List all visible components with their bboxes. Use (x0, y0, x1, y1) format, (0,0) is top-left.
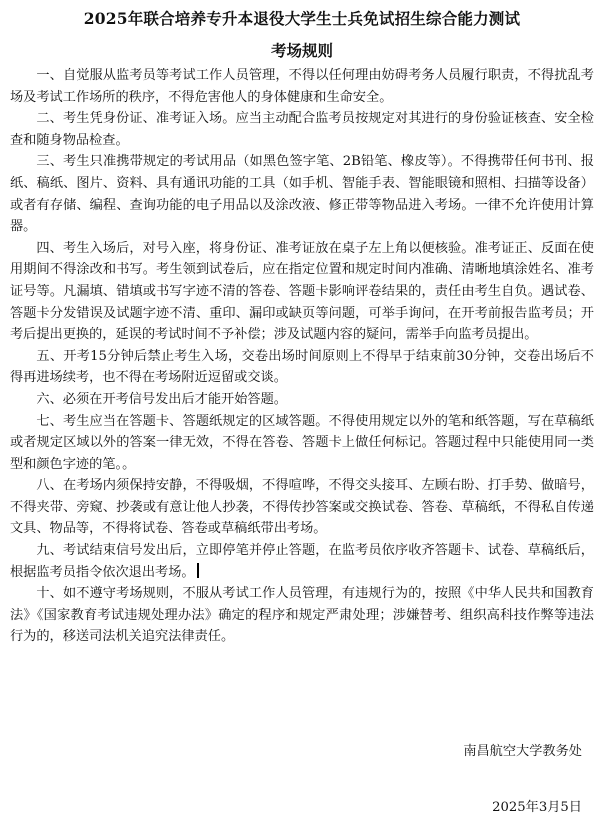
document-title: 2025年联合培养专升本退役大学生士兵免试招生综合能力测试 (83, 9, 521, 28)
rule-9[interactable] (10, 540, 594, 583)
rules-list (10, 65, 594, 648)
rule-7: 七、考生应当在答题卡、答题纸规定的区域答题。不得使用规定以外的笔和纸答题，写在草稿纸或者规定区域以外的答案一律无效，不得在答卷、答题卡上做任何标记。答题过程中只能使用同一类型和颜色字迹的笔。。 (10, 413, 594, 472)
rule-1: 一、自觉服从监考员等考试工作人员管理，不得以任何理由妨碍考务人员履行职责，不得扰乱考场及考试工作场所的秩序，不得危害他人的身体健康和生命安全。 (10, 68, 594, 105)
rule-5: 五、开考15分钟后禁止考生入场，交卷出场时间原则上不得早于结束前30分钟，交卷出场后不得再进场续考，也不得在考场附近逗留或交谈。 (10, 348, 594, 386)
text-cursor (197, 563, 199, 578)
issue-date: 2025年3月5日 (492, 800, 582, 815)
rule-3: 三、考生只准携带规定的考试用品（如黑色签字笔、2B铅笔、橡皮等）。不得携带任何书刊、报纸、稿纸、图片、资料、具有通讯功能的工具（如手机、智能手表、智能眼镜和照相、扫描等设备）或者有存储、编程、查询功能的电子用品以及涂改液、修正带等物品进入考场。一律不允许使用计算器。 (10, 154, 594, 235)
rule-4: 四、考生入场后，对号入座，将身份证、准考证放在桌子左上角以便核验。准考证正、反面在使用期间不得涂改和书写。考生领到试卷后，应在指定位置和规定时间内准确、清晰地填涂姓名、准考证号等。凡漏填、错填或书写字迹不清的答卷、答题卡影响评卷结果的，责任由考生自负。遇试卷、答题卡分发错误及试题字迹不清、重印、漏印或缺页等问题，可举手询问，在开考前报告监考员；开考后提出更换的，延误的考试时间不予补偿；涉及试题内容的疑问，需举手向监考员提出。 (10, 240, 594, 343)
rule-8: 八、在考场内须保持安静，不得吸烟，不得喧哗，不得交头接耳、左顾右盼、打手势、做暗号，不得夹带、旁窥、抄袭或有意让他人抄袭，不得传抄答案或交换试卷、答卷、草稿纸，不得私自传递文具、物品等，不得将试卷、答卷或草稿纸带出考场。 (10, 478, 594, 537)
document-subtitle: 考场规则 (270, 41, 333, 60)
rule-6: 六、必须在开考信号发出后才能开始答题。 (36, 391, 287, 407)
rule-10: 十、如不遵守考场规则，不服从考试工作人员管理，有违规行为的，按照《中华人民共和国教育法》《国家教育考试违规处理办法》确定的程序和规定严肃处理；涉嫌替考、组织高科技作弊等违法行为的，移送司法机关追究法律责任。 (10, 586, 594, 645)
rule-2: 二、考生凭身份证、准考证入场。应当主动配合监考员按规定对其进行的身份验证核查、安全检查和随身物品检查。 (10, 111, 594, 148)
issuer-signature: 南昌航空大学教务处 (463, 744, 582, 759)
rule-9-text: 九、考试结束信号发出后，立即停笔并停止答题，在监考员依序收齐答题卡、试卷、草稿纸后，根据监考员指令依次退出考场。 (10, 543, 594, 580)
